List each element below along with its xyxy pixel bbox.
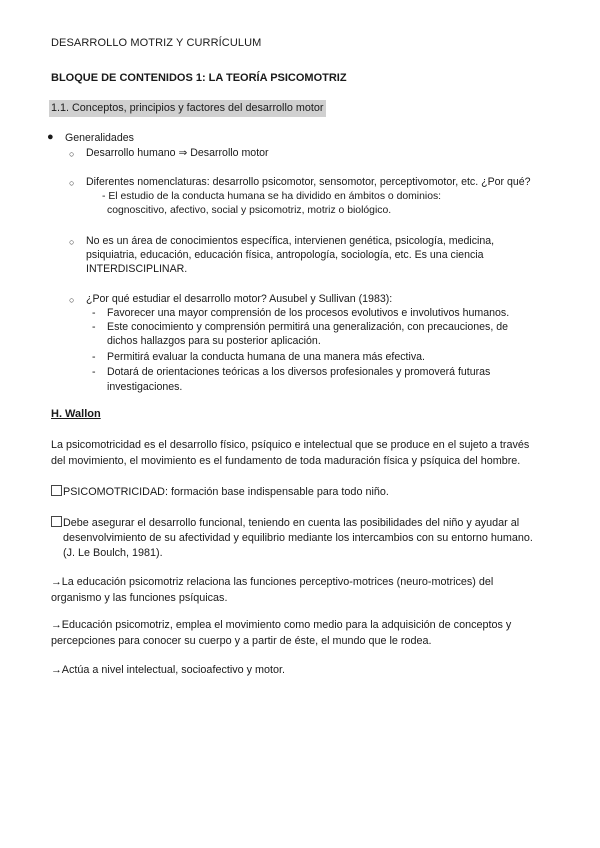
paragraph-line: desenvolvimiento de su afectividad y equilibrio mediante los intercambios con su entorno humano. bbox=[63, 532, 533, 544]
list-item-continuation: INTERDISCIPLINAR. bbox=[86, 263, 188, 275]
checkbox-icon bbox=[51, 516, 62, 527]
paragraph: La psicomotricidad es el desarrollo físico, psíquico e intelectual que se produce en el sujeto a través bbox=[51, 439, 530, 451]
paragraph: →Actúa a nivel intelectual, socioafectivo y motor. bbox=[51, 664, 286, 676]
bullet-label: Generalidades bbox=[65, 132, 134, 144]
paragraph-text: PSICOMOTRICIDAD: formación base indispensable para todo niño. bbox=[63, 486, 389, 498]
bullet-icon: ● bbox=[47, 131, 54, 143]
paragraph-checkbox-line bbox=[51, 515, 519, 531]
list-item: Desarrollo humano ⇒ Desarrollo motor bbox=[86, 147, 269, 159]
dash-item: Favorecer una mayor comprensión de los procesos evolutivos e involutivos humanos. bbox=[107, 307, 510, 319]
paragraph-line: percepciones para conocer su cuerpo y a partir de éste, el mundo que le rodea. bbox=[51, 635, 432, 647]
dash-item: Dotará de orientaciones teóricas a los diversos profesionales y promoverá futuras bbox=[107, 366, 491, 378]
dash-bullet-icon: - bbox=[92, 351, 96, 363]
list-subitem: - El estudio de la conducta humana se ha dividido en ámbitos o dominios: bbox=[102, 191, 442, 202]
paragraph: →Educación psicomotriz, emplea el movimiento como medio para la adquisición de conceptos y bbox=[51, 619, 512, 631]
paragraph-line: organismo y las funciones psíquicas. bbox=[51, 592, 228, 604]
circle-bullet-icon: ○ bbox=[69, 295, 75, 305]
paragraph-checkbox-line bbox=[51, 484, 389, 500]
circle-bullet-icon: ○ bbox=[69, 237, 75, 247]
dash-bullet-icon: - bbox=[92, 307, 96, 319]
dash-item-continuation: dichos hallazgos para su posterior aplicación. bbox=[107, 335, 321, 347]
paragraph-line: (J. Le Boulch, 1981). bbox=[63, 547, 163, 559]
dash-item-continuation: investigaciones. bbox=[107, 381, 183, 393]
dash-item: Este conocimiento y comprensión permitirá una generalización, con precauciones, de bbox=[107, 321, 509, 333]
list-subitem: cognoscitivo, afectivo, social y psicomotriz, motriz o biológico. bbox=[107, 205, 392, 216]
circle-bullet-icon: ○ bbox=[69, 178, 75, 188]
dash-item: Permitirá evaluar la conducta humana de una manera más efectiva. bbox=[107, 351, 425, 363]
document-title: DESARROLLO MOTRIZ Y CURRÍCULUM bbox=[51, 37, 262, 49]
list-item: No es un área de conocimientos específica, intervienen genética, psicología, medicina, bbox=[86, 235, 495, 247]
dash-bullet-icon: - bbox=[92, 366, 96, 378]
checkbox-icon bbox=[51, 485, 62, 496]
dash-bullet-icon: - bbox=[92, 321, 96, 333]
paragraph-text: Debe asegurar el desarrollo funcional, teniendo en cuenta las posibilidades del niño y ayudar al bbox=[63, 517, 520, 529]
paragraph-line: del movimiento, el movimiento es el fundamento de toda maduración física y psíquica del hombre. bbox=[51, 455, 521, 467]
section-heading: 1.1. Conceptos, principios y factores del desarrollo motor bbox=[49, 100, 326, 117]
block-heading: BLOQUE DE CONTENIDOS 1: LA TEORÍA PSICOMOTRIZ bbox=[51, 72, 347, 84]
paragraph: →La educación psicomotriz relaciona las funciones perceptivo-motrices (neuro-motrices) del bbox=[51, 576, 494, 588]
list-item: Diferentes nomenclaturas: desarrollo psicomotor, sensomotor, perceptivomotor, etc. ¿Por qué? bbox=[86, 176, 531, 188]
wallon-heading: H. Wallon bbox=[51, 408, 101, 420]
circle-bullet-icon: ○ bbox=[69, 149, 75, 159]
list-item: ¿Por qué estudiar el desarrollo motor? Ausubel y Sullivan (1983): bbox=[86, 293, 393, 305]
list-item-continuation: psiquiatria, educación, educación física, antropología, sociología, etc. Es una ciencia bbox=[86, 249, 484, 261]
